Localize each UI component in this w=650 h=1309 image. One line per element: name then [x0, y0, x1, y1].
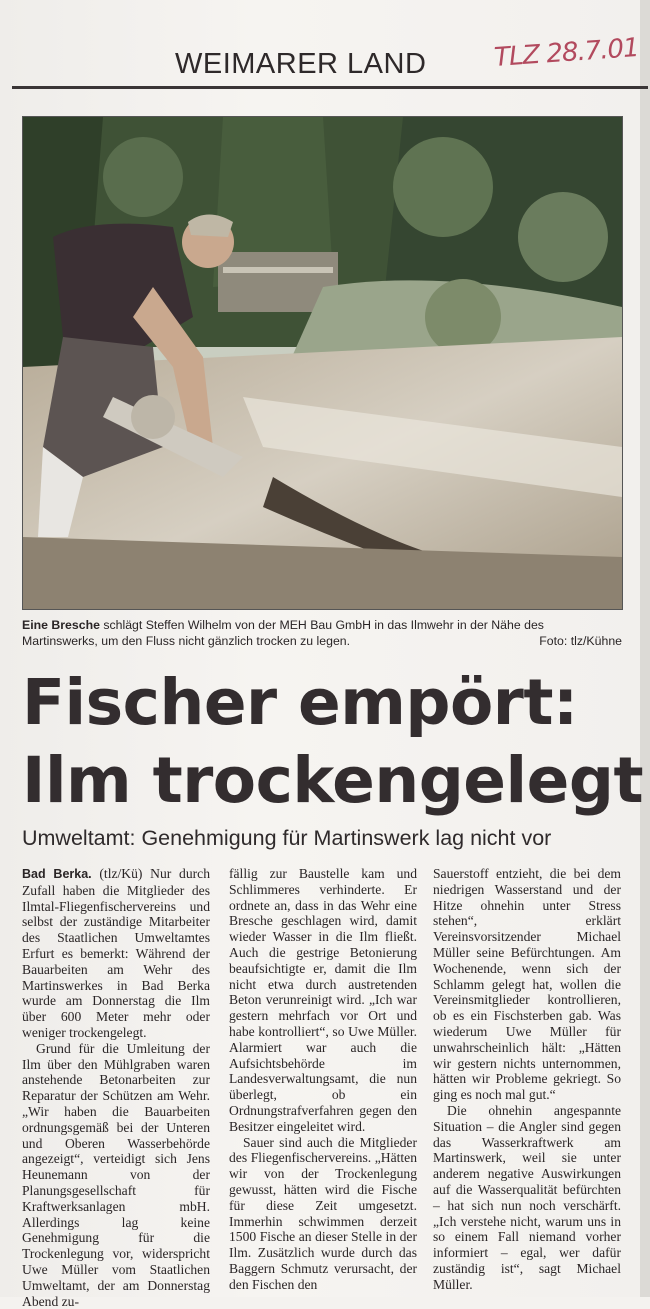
paragraph-text: (tlz/Kü) Nur durch Zufall haben die Mitglieder des Ilmtal-Fliegenfischervereins und selbst der zuständige Mitarbeiter des Staatlichen Umweltamtes Erfurt es bemerkt: Während der Bauarbeiten am Wehr des Martinswerkes in Bad Berka wurde am Donnerstag die Ilm über 600 Meter mehr oder weniger trockengelegt. — [22, 866, 211, 1040]
paragraph: Die ohnehin angespannte Situation – die Angler sind gegen das Wasserkraftwerk am Martinswerk, weil sie unter anderem negative Auswirkungen auf die Wasserqualität befürchten – hat sich nun noch verschärft. „Ich verstehe nicht, warum uns in so einem Fall niemand vorher informiert – egal, wer dafür zuständig ist“, sagt Michael Müller. — [433, 1102, 621, 1292]
section-title: WEIMARER LAND — [175, 48, 427, 80]
handwritten-date-note: TLZ 28.7.01 — [493, 32, 640, 74]
photo-caption — [22, 617, 622, 649]
news-photo — [22, 116, 623, 610]
caption-text: schlägt Steffen Wilhelm von der MEH Bau GmbH in das Ilmwehr in der Nähe des Martinswerks, um den Fluss nicht gänzlich trocken zu legen. — [22, 618, 544, 648]
article-subheadline: Umweltamt: Genehmigung für Martinswerk lag nicht vor — [22, 826, 552, 850]
caption-lead: Eine Bresche — [22, 618, 100, 632]
page-edge — [640, 0, 650, 1297]
photo-credit: Foto: tlz/Kühne — [539, 634, 622, 648]
paragraph — [22, 866, 210, 1041]
article-column-1 — [22, 866, 210, 1309]
photo-illustration — [23, 117, 622, 609]
paragraph: fällig zur Baustelle kam und Schlimmeres verhinderte. Er ordnete an, dass in das Wehr eine Bresche geschlagen wird, damit wieder Wasser in die Ilm fließt. Auch die gestrige Betonierung beaufsichtigte er, damit die Ilm nicht etwa durch austretenden Beton verunreinigt wird. „Ich war gestern mehrfach vor Ort und habe kontrolliert“, so Uwe Müller. Alarmiert war auch die Aufsichtsbehörde im Landesverwaltungsamt, die nun überlegt, ob ein Ordnungstrafverfahren gegen den Besitzer eingeleitet wird. — [229, 866, 417, 1134]
paragraph: Sauerstoff entzieht, die bei dem niedrigen Wasserstand und der Hitze ohnehin unter Stress stehen“, erklärt Vereinsvorsitzender Michael Müller seine Befürchtungen. Am Wochenende, wenn sich der Schlamm gelegt hat, wollen die Vereinsmitglieder kontrollieren, ob es ein Fischsterben gab. Was wiederum Uwe Müller für unwahrscheinlich hält: „Hätten wir gestern nichts unternommen, hätten wir Probleme gekriegt. So ging es noch mal gut.“ — [433, 866, 621, 1103]
headline-line-2: Ilm trockengelegt — [22, 744, 644, 817]
dateline: Bad Berka. — [22, 867, 92, 881]
article-column-3 — [433, 866, 621, 1293]
article-column-2 — [229, 866, 417, 1293]
article-headline — [22, 664, 643, 820]
header-rule — [12, 86, 648, 89]
paragraph: Grund für die Umleitung der Ilm über den Mühlgraben waren anstehende Betonarbeiten zur Reparatur der Schützen am Wehr. „Wir haben die Bauarbeiten ordnungsgemäß bei der Unteren und Oberen Wasserbehörde angezeigt“, verteidigt sich Jens Heunemann von der Planungsgesellschaft für Kraftwerksanlagen mbH. Allerdings lag keine Genehmigung für die Trockenlegung vor, widerspricht Uwe Müller vom Staatlichen Umweltamt, der am Donnerstag Abend zu- — [22, 1040, 210, 1309]
headline-line-1: Fischer empört: — [22, 666, 578, 739]
paragraph: Sauer sind auch die Mitglieder des Fliegenfischervereins. „Hätten wir von der Trockenlegung gewusst, hätten wird die Fische für diese Zeit umgesetzt. Immerhin schwimmen derzeit 1500 Fische an dieser Stelle in der Ilm. Zusätzlich wurde durch das Baggern Schmutz verursacht, der den Fischen den — [229, 1134, 417, 1292]
